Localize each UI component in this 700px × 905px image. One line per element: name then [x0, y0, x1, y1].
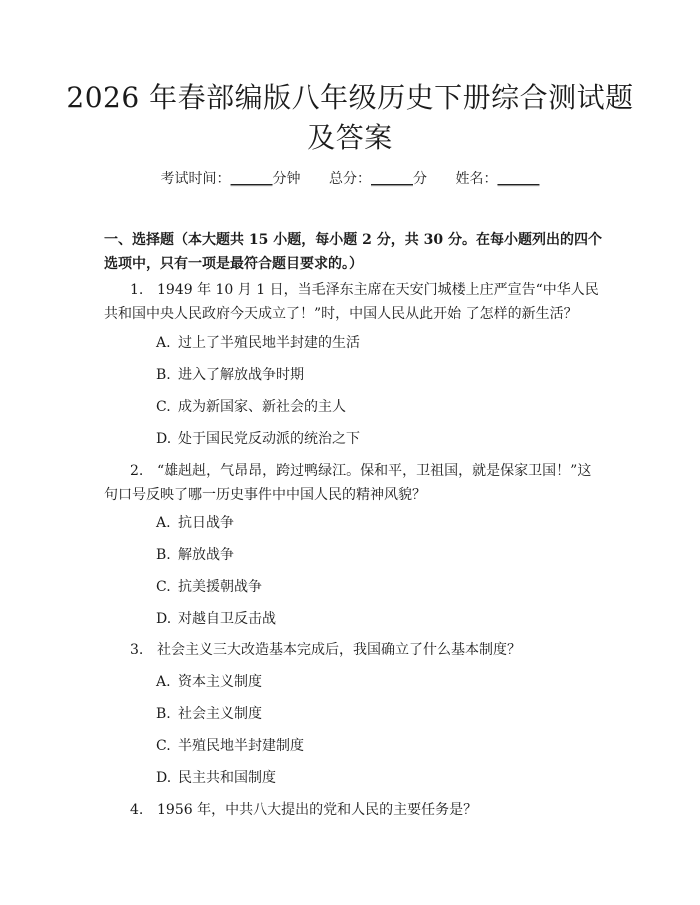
question-number: 1. [130, 282, 144, 298]
total-score-field [329, 171, 431, 187]
exam-info-line [0, 168, 700, 188]
question-2-option-b [156, 545, 234, 565]
option-letter: B. [156, 706, 171, 722]
question-1-option-b [156, 365, 304, 385]
question-number: 3. [130, 642, 144, 658]
question-text: 1949 年 10 月 1 日，当毛泽东主席在天安门城楼上庄严宣告“中华人民共和国中央人民政府今天成立了！”时，中国人民从此开始 了怎样的新生活？ [104, 282, 599, 322]
question-2-option-d [156, 609, 276, 629]
question-3 [104, 638, 604, 662]
option-text: 进入了解放战争时期 [178, 367, 304, 383]
option-text: 社会主义制度 [178, 706, 262, 722]
question-4 [104, 798, 604, 822]
question-text: 社会主义三大改造基本完成后，我国确立了什么基本制度？ [157, 642, 521, 658]
option-letter: A. [156, 335, 171, 351]
question-3-option-c [156, 736, 304, 756]
question-3-option-a [156, 672, 262, 692]
option-letter: B. [156, 547, 171, 563]
exam-time-blank: ______ [230, 171, 273, 187]
question-number: 4. [130, 802, 144, 818]
option-letter: D. [156, 611, 172, 627]
question-2 [104, 459, 604, 507]
total-score-blank: ______ [371, 171, 413, 187]
question-text: 1956 年，中共八大提出的党和人民的主要任务是？ [157, 802, 478, 818]
question-number: 2. [130, 463, 144, 479]
option-text: 资本主义制度 [178, 674, 262, 690]
question-text: “雄赳赳，气昂昂，跨过鸭绿江。保和平，卫祖国，就是保家卫国！”这句口号反映了哪一历史事件中中国人民的精神风貌？ [104, 463, 592, 503]
section-header: 一、选择题（本大题共 15 小题，每小题 2 分，共 30 分。在每小题列出的四个选项中，只有一项是最符合题目要求的。） [104, 232, 602, 272]
total-score-label: 总分： [329, 171, 371, 187]
option-text: 处于国民党反动派的统治之下 [178, 431, 360, 447]
question-1-option-a [156, 333, 360, 353]
option-letter: A. [156, 674, 171, 690]
student-name-blank: ______ [497, 171, 540, 187]
option-text: 过上了半殖民地半封建的生活 [178, 335, 360, 351]
exam-time-unit: 分钟 [272, 171, 301, 187]
student-name-label: 姓名： [455, 171, 498, 187]
question-1 [104, 278, 604, 326]
question-3-option-b [156, 704, 262, 724]
option-text: 民主共和国制度 [178, 770, 276, 786]
option-text: 对越自卫反击战 [178, 611, 276, 627]
total-score-unit: 分 [413, 171, 427, 187]
question-1-option-d [156, 429, 360, 449]
option-letter: C. [156, 738, 171, 754]
option-text: 抗日战争 [178, 515, 234, 531]
question-3-option-d [156, 768, 276, 788]
question-2-option-c [156, 577, 262, 597]
option-text: 解放战争 [178, 547, 234, 563]
option-text: 抗美援朝战争 [178, 579, 262, 595]
question-2-option-a [156, 513, 234, 533]
exam-time-field [161, 171, 305, 187]
option-letter: D. [156, 770, 172, 786]
option-letter: A. [156, 515, 171, 531]
document-title [60, 78, 640, 158]
option-text: 成为新国家、新社会的主人 [178, 399, 346, 415]
option-letter: B. [156, 367, 171, 383]
question-1-option-c [156, 397, 346, 417]
student-name-field [455, 171, 539, 187]
option-text: 半殖民地半封建制度 [178, 738, 304, 754]
option-letter: C. [156, 579, 171, 595]
option-letter: D. [156, 431, 172, 447]
title-line-1: 2026 年春部编版八年级历史下册综合测试题 [66, 81, 634, 114]
exam-time-label: 考试时间： [160, 171, 231, 187]
title-line-2: 及答案 [307, 121, 393, 154]
option-letter: C. [156, 399, 171, 415]
